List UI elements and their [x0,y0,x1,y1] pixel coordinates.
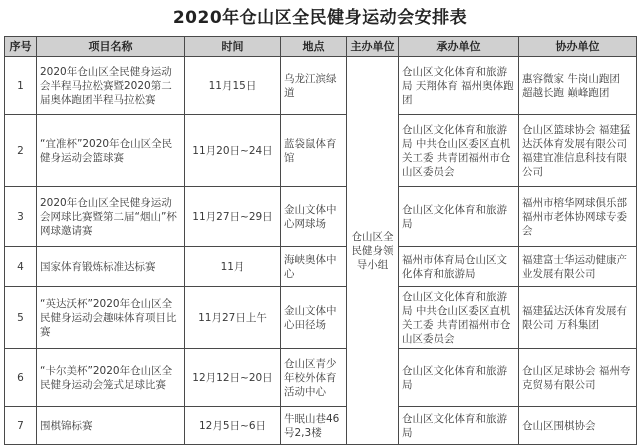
row-place: 蓝袋鼠体育馆 [281,115,347,187]
row-co-organizer: 福州市榕华网球俱乐部 福州市老体协网球专委会 [519,187,637,247]
table-row [5,407,637,445]
page-title: 2020年仓山区全民健身运动会安排表 [172,8,468,28]
row-no: 7 [5,407,37,445]
row-time: 11月27日上午 [185,287,281,349]
row-time: 11月 [185,247,281,287]
row-time: 12月5日~6日 [185,407,281,445]
schedule-table [4,36,637,445]
table-row [5,115,637,187]
header-no: 序号 [5,37,37,57]
row-name: “卡尔美杯”2020年仓山区全民健身运动会笼式足球比赛 [37,349,185,407]
row-name: 围棋锦标赛 [37,407,185,445]
row-no: 5 [5,287,37,349]
row-no: 3 [5,187,37,247]
table-row [5,247,637,287]
row-no: 2 [5,115,37,187]
row-organizer: 仓山区文化体育和旅游局 [399,349,519,407]
row-co-organizer: 仓山区围棋协会 [519,407,637,445]
row-place: 金山文体中心田径场 [281,287,347,349]
header-co-organizer: 协办单位 [519,37,637,57]
row-place: 海峡奥体中心 [281,247,347,287]
row-no: 4 [5,247,37,287]
row-place: 牛眠山巷46号2,3楼 [281,407,347,445]
row-time: 11月27日~29日 [185,187,281,247]
row-organizer: 仓山区文化体育和旅游局 [399,187,519,247]
row-organizer: 仓山区文化体育和旅游局 [399,407,519,445]
row-name: “英达沃杯”2020年仓山区全民健身运动会趣味体育项目比赛 [37,287,185,349]
row-co-organizer: 福建猛达沃体育发展有限公司 万科集团 [519,287,637,349]
table-row [5,287,637,349]
row-place: 仓山区青少年校外体育活动中心 [281,349,347,407]
row-name: 2020年仓山区全民健身运动会半程马拉松赛暨2020第二届奥体跑团半程马拉松赛 [37,57,185,115]
row-name: 国家体育锻炼标准达标赛 [37,247,185,287]
header-place: 地点 [281,37,347,57]
row-time: 11月20日~24日 [185,115,281,187]
header-time: 时间 [185,37,281,57]
row-name: 2020年仓山区全民健身运动会网球比赛暨第二届“烟山”杯网球邀请赛 [37,187,185,247]
host-unit: 仓山区全民健身领导小组 [347,57,399,445]
row-time: 11月15日 [185,57,281,115]
row-place: 乌龙江滨绿道 [281,57,347,115]
header-name: 项目名称 [37,37,185,57]
row-co-organizer: 福建富士华运动健康产业发展有限公司 [519,247,637,287]
header-host: 主办单位 [347,37,399,57]
header-row [5,37,637,57]
header-organizer: 承办单位 [399,37,519,57]
table-row [5,349,637,407]
row-place: 金山文体中心网球场 [281,187,347,247]
row-organizer: 福州市体育局仓山区文化体育和旅游局 [399,247,519,287]
row-organizer: 仓山区文化体育和旅游局 中共仓山区委区直机关工委 共青团福州市仓山区委员会 [399,115,519,187]
row-no: 1 [5,57,37,115]
row-co-organizer: 仓山区足球协会 福州夸克贸易有限公司 [519,349,637,407]
row-co-organizer: 仓山区篮球协会 福建猛达沃体育发展有限公司 福建宜准信息科技有限公司 [519,115,637,187]
table-row [5,187,637,247]
row-organizer: 仓山区文化体育和旅游局 天翔体育 福州奥体跑团 [399,57,519,115]
row-name: “宜准杯”2020年仓山区全民健身运动会篮球赛 [37,115,185,187]
row-co-organizer: 惠容微家 牛岗山跑团 超越长跑 巅峰跑团 [519,57,637,115]
table-row [5,57,637,115]
row-organizer: 仓山区文化体育和旅游局 中共仓山区委区直机关工委 共青团福州市仓山区委员会 [399,287,519,349]
row-no: 6 [5,349,37,407]
row-time: 12月12日~20日 [185,349,281,407]
